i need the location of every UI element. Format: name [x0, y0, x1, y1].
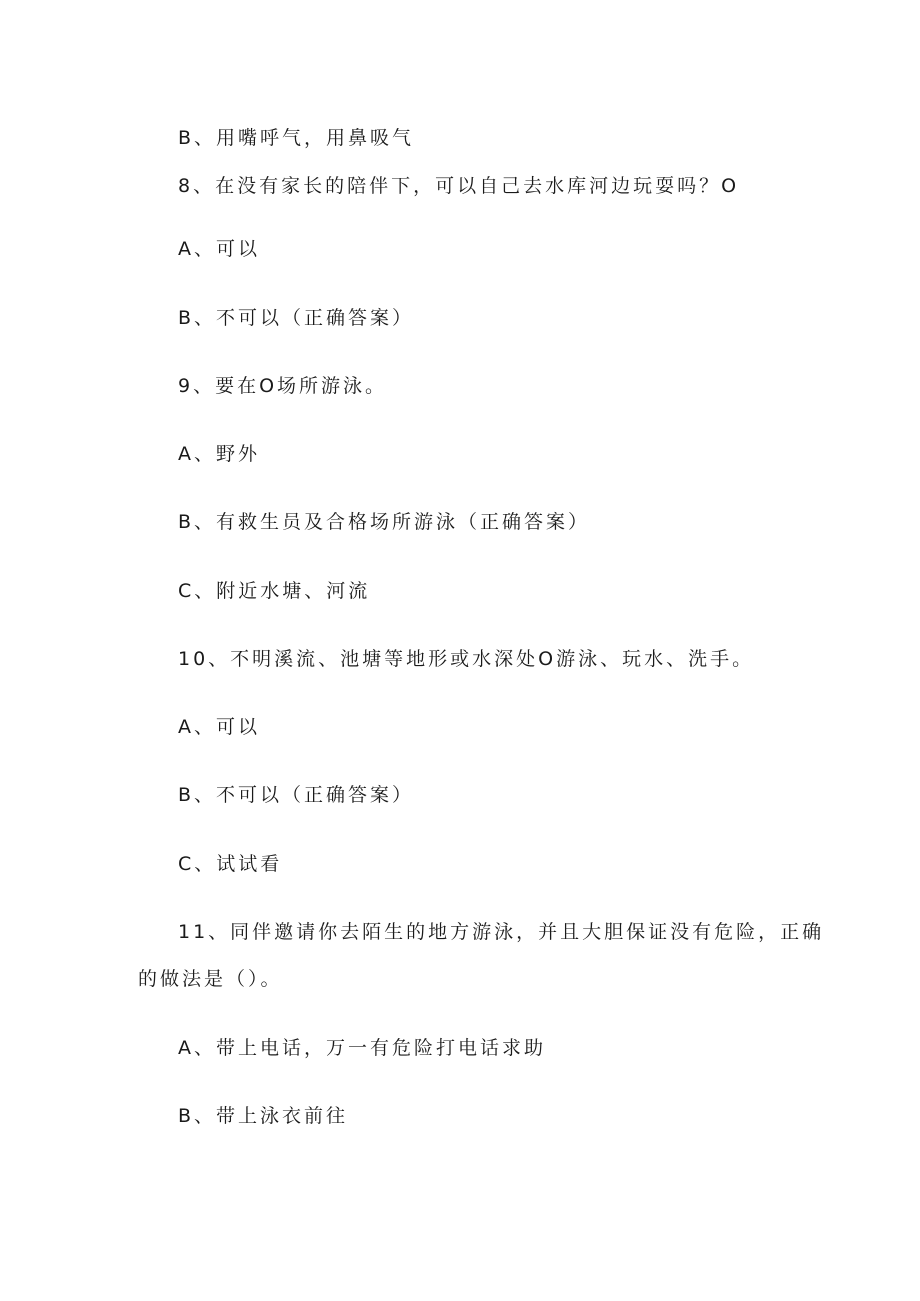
- q10-option-c: C、试试看: [178, 853, 283, 875]
- q9-option-c: C、附近水塘、河流: [178, 580, 371, 602]
- q9-option-a: A、野外: [178, 443, 260, 465]
- q8-question: 8、在没有家长的陪伴下，可以自己去水库河边玩耍吗？O: [178, 175, 740, 197]
- q11-question-line2: 的做法是（）。: [138, 968, 283, 990]
- q8-option-a: A、可以: [178, 238, 260, 260]
- q10-option-a: A、可以: [178, 716, 260, 738]
- q11-option-a: A、带上电话，万一有危险打电话求助: [178, 1037, 546, 1059]
- q11-question-line1: 11、同伴邀请你去陌生的地方游泳，并且大胆保证没有危险，正确: [178, 921, 825, 943]
- q9-question: 9、要在O场所游泳。: [178, 375, 388, 397]
- q11-option-b: B、带上泳衣前往: [178, 1105, 349, 1127]
- q7-option-b: B、用嘴呼气，用鼻吸气: [178, 127, 415, 149]
- q10-question: 10、不明溪流、池塘等地形或水深处O游泳、玩水、洗手。: [178, 648, 755, 670]
- q10-option-b: B、不可以（正确答案）: [178, 784, 415, 806]
- q9-option-b: B、有救生员及合格场所游泳（正确答案）: [178, 511, 591, 533]
- q8-option-b: B、不可以（正确答案）: [178, 307, 415, 329]
